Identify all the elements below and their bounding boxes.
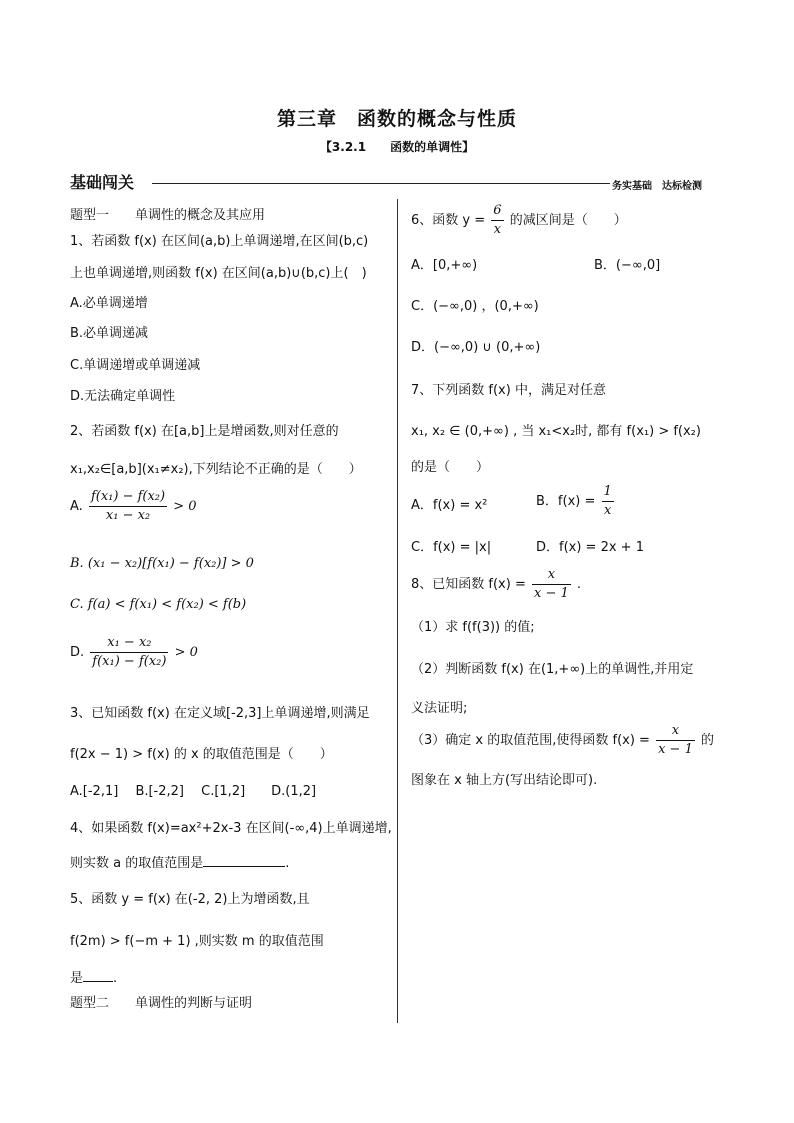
q2-a-fraction [89, 488, 167, 525]
q2-a-tail: > 0 [173, 499, 197, 514]
q8-pre: 8、已知函数 f(x) = [411, 577, 526, 592]
q2-a-label: A. [70, 499, 83, 514]
section-heading-1: 题型一 单调性的概念及其应用 [70, 208, 266, 223]
q5-line1: 5、函数 y = f(x) 在(-2, 2)上为增函数,且 [70, 892, 310, 907]
q8-denominator: x − 1 [533, 586, 569, 601]
q7-b-pre: B．f(x) = [536, 494, 596, 509]
q6-pre: 6、函数 y = [411, 213, 486, 228]
q7-option-c: C．f(x) = |x| [411, 540, 492, 555]
q7-b-numerator: 1 [602, 483, 614, 502]
q1-option-b: B.必单调递减 [70, 326, 149, 341]
q7-option-b [536, 483, 616, 520]
q8-3-numerator: x [656, 722, 695, 741]
q6-option-a: A．[0,+∞) [411, 258, 478, 273]
q1-option-c: C.单调递增或单调递减 [70, 358, 201, 373]
q4-line2-text: 则实数 a 的取值范围是 [70, 856, 204, 871]
q8-stem [411, 566, 581, 603]
q6-fraction [491, 202, 503, 239]
q2-d-denominator: f(x₁) − f(x₂) [92, 654, 167, 669]
q6-denominator: x [493, 222, 502, 237]
q8-3-post: 的 [700, 733, 714, 748]
q6-stem [411, 202, 627, 239]
q8-3-denominator: x − 1 [658, 742, 693, 757]
q4-line2-end: . [285, 856, 290, 871]
column-divider [397, 199, 398, 1023]
banner-tagline: 务实基础 达标检测 [612, 181, 702, 192]
q7-b-fraction [602, 483, 614, 520]
q5-line3-end: . [113, 971, 118, 986]
q2-d-numerator: x₁ − x₂ [90, 634, 168, 653]
q7-option-a: A．f(x) = x² [411, 498, 488, 513]
q8-part2-line2: 义法证明; [411, 701, 468, 716]
q5-line3 [70, 967, 117, 986]
q5-answer-blank[interactable] [83, 969, 113, 982]
q8-part3-line2: 图象在 x 轴上方(写出结论即可). [411, 773, 598, 788]
q6-option-b: B．(−∞,0] [594, 258, 661, 273]
q8-post: . [576, 577, 582, 592]
q7-option-d: D．f(x) = 2x + 1 [536, 540, 644, 555]
q3-line1: 3、已知函数 f(x) 在定义域[-2,3]上单调递增,则满足 [70, 706, 370, 721]
q8-3-fraction [656, 722, 695, 759]
q3-options: A.[-2,1] B.[-2,2] C.[1,2] D.(1,2] [70, 784, 317, 799]
q2-a-numerator: f(x₁) − f(x₂) [89, 488, 167, 507]
q2-option-a [70, 488, 197, 525]
q2-option-b: B. (x₁ − x₂)[f(x₁) − f(x₂)] > 0 [70, 556, 254, 571]
q2-line1: 2、若函数 f(x) 在[a,b]上是增函数,则对任意的 [70, 424, 339, 439]
q2-line2: x₁,x₂∈[a,b](x₁≠x₂),下列结论不正确的是（ ） [70, 462, 362, 477]
q8-fraction [532, 566, 571, 603]
q6-post: 的减区间是（ ） [509, 213, 627, 228]
q8-3-pre: （3）确定 x 的取值范围,使得函数 f(x) = [411, 733, 650, 748]
q1-option-d: D.无法确定单调性 [70, 389, 176, 404]
q2-d-fraction [90, 634, 168, 671]
header-rule [152, 183, 610, 184]
q2-d-label: D. [70, 645, 85, 660]
q6-numerator: 6 [491, 202, 503, 221]
q4-line2 [70, 852, 289, 871]
q7-line1: 7、下列函数 f(x) 中，满足对任意 [411, 383, 606, 398]
q7-line3: 的是（ ） [411, 460, 490, 475]
section-heading-2: 题型二 单调性的判断与证明 [70, 996, 253, 1011]
q5-line2: f(2m) > f(−m + 1) ,则实数 m 的取值范围 [70, 934, 324, 949]
q8-part1: （1）求 f(f(3)) 的值; [411, 620, 535, 635]
q6-option-d: D．(−∞,0) ∪ (0,+∞) [411, 340, 541, 355]
q1-line1: 1、若函数 f(x) 在区间(a,b)上单调递增,在区间(b,c) [70, 234, 369, 249]
q7-b-denominator: x [603, 503, 612, 518]
q2-a-denominator: x₁ − x₂ [105, 508, 151, 523]
q6-option-c: C．(−∞,0) ，(0,+∞) [411, 299, 539, 314]
q1-option-a: A.必单调递增 [70, 296, 148, 311]
q2-option-c: C. f(a) < f(x₁) < f(x₂) < f(b) [70, 597, 247, 612]
q2-d-tail: > 0 [174, 645, 198, 660]
q7-line2: x₁, x₂ ∈ (0,+∞) , 当 x₁<x₂时, 都有 f(x₁) > f(x₂) [411, 424, 701, 439]
q2-option-d [70, 634, 198, 671]
q4-answer-blank[interactable] [203, 854, 285, 867]
q5-line3-text: 是 [70, 971, 84, 986]
page-title: 第三章 函数的概念与性质 [276, 108, 517, 130]
q3-line2: f(2x − 1) > f(x) 的 x 的取值范围是（ ） [70, 747, 333, 762]
q4-line1: 4、如果函数 f(x)=ax²+2x-3 在区间(-∞,4)上单调递增, [70, 821, 392, 836]
section-subtitle: 【3.2.1 函数的单调性】 [319, 140, 475, 154]
q1-line2: 上也单调递增,则函数 f(x) 在区间(a,b)∪(b,c)上( ) [70, 266, 367, 281]
q8-part2-line1: （2）判断函数 f(x) 在(1,+∞)上的单调性,并用定 [411, 662, 694, 677]
q8-part3-line1 [411, 722, 714, 759]
banner-label: 基础闯关 [70, 173, 135, 192]
q8-numerator: x [532, 566, 571, 585]
